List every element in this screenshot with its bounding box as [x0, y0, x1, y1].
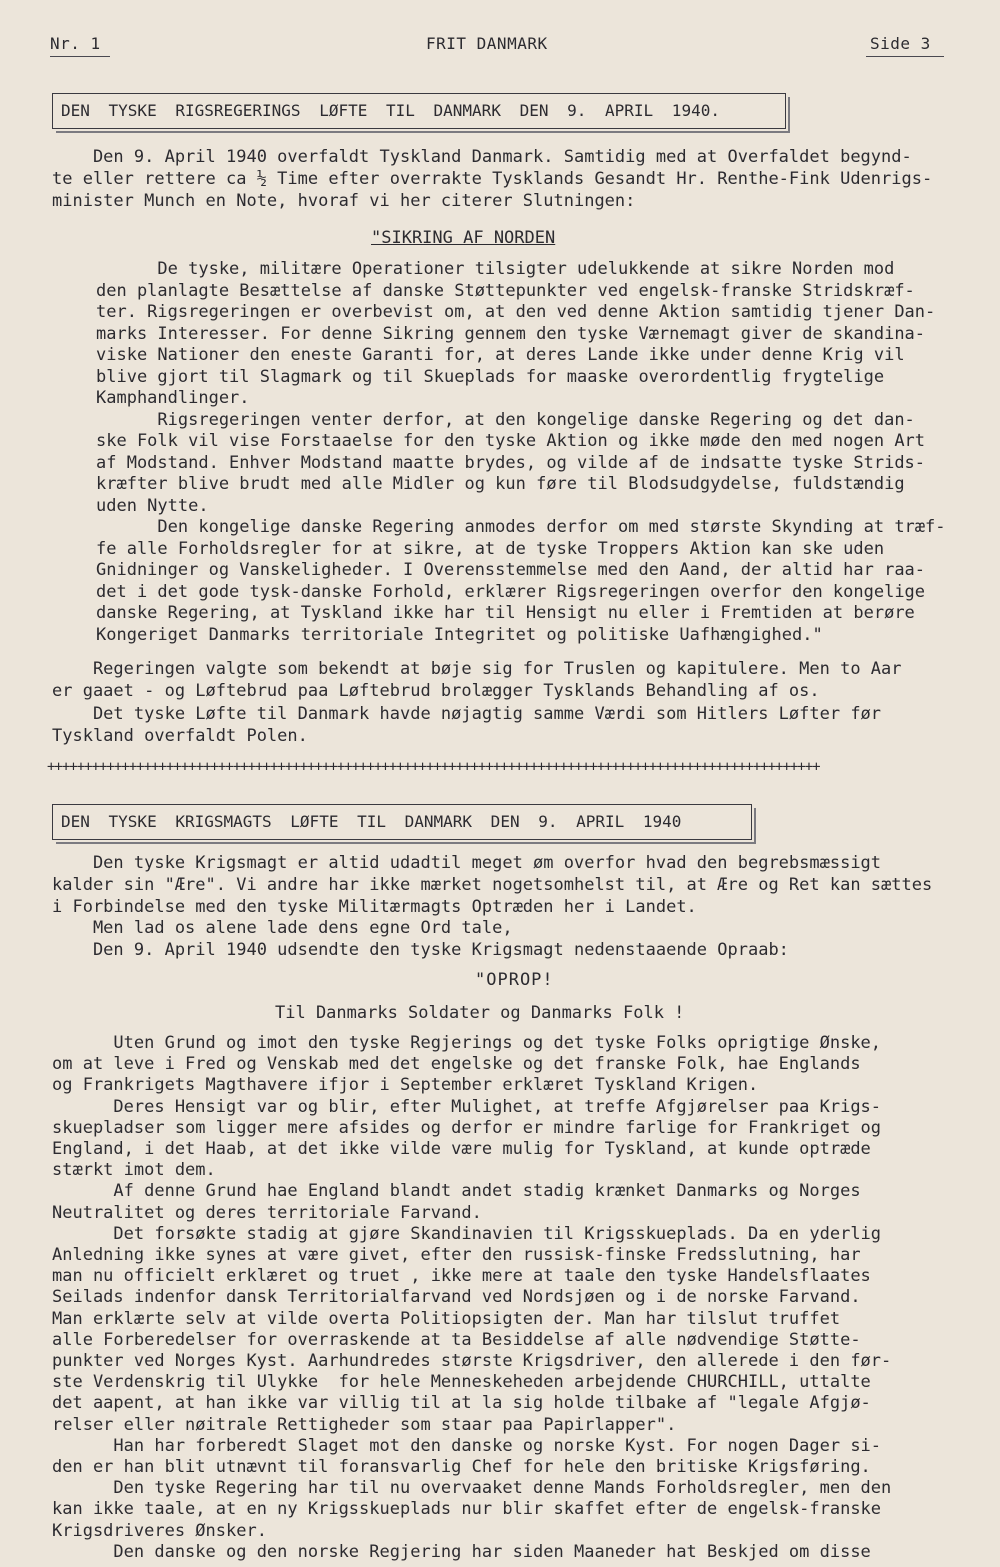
text-line: Man erklærte selv at vilde overta Politiopsigten der. Man har tilslut truffet: [52, 1308, 841, 1329]
text-line: viske Nationer den eneste Garanti for, at deres Lande ikke under denne Krig vil: [96, 345, 905, 365]
text-line: Seilads indenfor dansk Territorialfarvand ved Nordsjøen og i de norske Farvand.: [52, 1287, 861, 1308]
text-line: ter. Rigsregeringen er overbevist om, at den ved denne Aktion samtidig tjener Dan-: [96, 302, 936, 322]
text-line: Regeringen valgte som bekendt at bøje sig for Truslen og kapitulere. Men to Aar: [52, 659, 902, 679]
text-line: Af denne Grund hae England blandt andet stadig krænket Danmarks og Norges: [52, 1181, 861, 1202]
text-line: minister Munch en Note, hvoraf vi her citerer Slutningen:: [52, 191, 636, 211]
text-line: Gnidninger og Vanskeligheder. I Overensstemmelse med den Aand, der altid har raa-: [96, 560, 926, 580]
text-line: Den tyske Krigsmagt er altid udadtil meget øm overfor hvad den begrebsmæssigt: [52, 853, 882, 873]
text-line: te eller rettere ca ½ Time efter overrakte Tysklands Gesandt Hr. Renthe-Fink Udenrigs-: [52, 169, 933, 189]
text-line: Neutralitet og deres territoriale Farvand.: [52, 1202, 482, 1223]
text-line: Det tyske Løfte til Danmark havde nøjagtig samme Værdi som Hitlers Løfter før: [52, 703, 882, 724]
text-line: om at leve i Fred og Venskab med det engelske og det franske Folk, hae Englands: [52, 1054, 861, 1075]
text-line: Den tyske Regering har til nu overvaaket denne Mands Forholdsregler, men den: [52, 1478, 892, 1499]
text-line: blive gjort til Slagmark og til Skueplads for maaske overordentlig frygtelige: [96, 366, 885, 387]
text-line: alle Forberedelser for overraskende at ta Besiddelse af alle nødvendige Støtte-: [52, 1329, 861, 1350]
text-line: Uten Grund og imot den tyske Regjerings og det tyske Folks oprigtige Ønske,: [52, 1033, 882, 1053]
text-line: Den 9. April 1940 overfaldt Tyskland Danmark. Samtidig med at Overfaldet begynd-: [52, 147, 912, 167]
text-line: Rigsregeringen venter derfor, at den kongelige danske Regering og det dan-: [96, 409, 915, 430]
text-line: fe alle Forholdsregler for at sikre, at de tyske Troppers Aktion kan ske uden: [96, 538, 885, 559]
text-line: og Frankrigets Magthavere ifjor i September erklæret Tyskland Krigen.: [52, 1075, 759, 1096]
text-line: Men lad os alene lade dens egne Ord tale,: [52, 918, 513, 939]
oprop-title: "OPROP!: [475, 970, 554, 990]
text-line: Den 9. April 1940 udsendte den tyske Krigsmagt nedenstaaende Opraab:: [52, 940, 789, 961]
text-line: det i det gode tysk-danske Forhold, erklærer Rigsregeringen overfor den kongelige: [96, 581, 926, 602]
text-line: Den danske og den norske Regjering har siden Maaneder hat Beskjed om disse: [52, 1541, 871, 1562]
section1-title-box: [52, 93, 786, 129]
issue-number: Nr. 1: [50, 34, 101, 53]
text-line: er gaaet - og Løftebrud paa Løftebrud brolægger Tysklands Behandling af os.: [52, 681, 820, 702]
text-line: Krigsdriveres Ønsker.: [52, 1520, 267, 1541]
text-line: man nu officielt erklæret og truet , ikke mere at taale den tyske Handelsflaates: [52, 1266, 871, 1287]
text-line: Tyskland overfaldt Polen.: [52, 725, 308, 746]
newspaper-title: FRIT DANMARK: [426, 34, 548, 53]
subheading-sikring: "SIKRING AF NORDEN: [371, 228, 556, 248]
text-line: kan ikke taale, at en ny Krigsskueplads nur blir skaffet efter de engelsk-franske: [52, 1499, 882, 1520]
text-line: punkter ved Norges Kyst. Aarhundredes største Krigsdriver, den allerede i den før-: [52, 1351, 892, 1371]
text-line: Kamphandlinger.: [96, 388, 250, 408]
section2-title: DEN TYSKE KRIGSMAGTS LØFTE TIL DANMARK DEN 9. APRIL 1940: [61, 812, 682, 831]
section1-title: DEN TYSKE RIGSREGERINGS LØFTE TIL DANMARK DEN 9. APRIL 1940.: [61, 101, 720, 120]
text-line: danske Regering, at Tyskland ikke har til Hensigt nu eller i Fremtiden at berøre: [96, 603, 915, 623]
text-line: Det forsøkte stadig at gjøre Skandinavien til Krigsskueplads. Da en yderlig: [52, 1223, 882, 1244]
separator-line: ++++++++++++++++++++++++++++++++++++++++++++++++++++++++++++++++++++++++++++++++++++++++++++++++++++++++: [47, 759, 820, 775]
text-line: marks Interesser. For denne Sikring gennem den tyske Værnemagt giver de skandina-: [96, 323, 926, 344]
text-line: Kongeriget Danmarks territoriale Integritet og politiske Uafhængighed.": [96, 624, 823, 645]
text-line: England, i det Haab, at det ikke vilde være mulig for Tyskland, at kunde optræde: [52, 1139, 871, 1159]
text-line: Anledning ikke synes at være givet, efter den russisk-finske Fredsslutning, har: [52, 1245, 861, 1265]
oprop-subtitle: Til Danmarks Soldater og Danmarks Folk !: [275, 1003, 685, 1023]
text-line: kalder sin "Ære". Vi andre har ikke mærket nogetsomhelst til, at Ære og Ret kan sættes: [52, 874, 933, 895]
text-line: skuepladser som ligger mere afsides og derfor er mindre farlige for Frankriget og: [52, 1117, 882, 1138]
text-line: De tyske, militære Operationer tilsigter udelukkende at sikre Norden mod: [96, 259, 895, 279]
section2-title-box: [52, 804, 752, 840]
text-line: relser eller nøitrale Rettigheder som staar paa Papirlapper".: [52, 1414, 677, 1435]
text-line: stærkt imot dem.: [52, 1160, 216, 1181]
text-line: kræfter blive brudt med alle Midler og kun føre til Blodsudgydelse, fuldstændig: [96, 474, 905, 494]
text-line: det aapent, at han ikke var villig til at la sig holde tilbake af "legale Afgjø-: [52, 1393, 871, 1414]
text-line: den er han blit utnævnt til foransvarlig Chef for hele den britiske Krigsføring.: [52, 1457, 871, 1477]
page-number: Side 3: [870, 34, 931, 53]
text-line: Den kongelige danske Regering anmodes derfor om med største Skynding at træf-: [96, 517, 946, 537]
header-rule-left: [50, 56, 110, 57]
text-line: ste Verdenskrig til Ulykke for hele Menneskeheden arbejdende CHURCHILL, uttalte: [52, 1372, 871, 1393]
text-line: den planlagte Besættelse af danske Støttepunkter ved engelsk-franske Stridskræf-: [96, 280, 915, 301]
text-line: i Forbindelse med den tyske Militærmagts Optræden her i Landet.: [52, 896, 697, 917]
text-line: af Modstand. Enhver Modstand maatte brydes, og vilde af de indsatte tyske Strids-: [96, 452, 926, 473]
text-line: uden Nytte.: [96, 495, 209, 516]
header-rule-right: [866, 56, 944, 57]
text-line: Deres Hensigt var og blir, efter Mulighet, at treffe Afgjørelser paa Krigs-: [52, 1096, 882, 1117]
text-line: Han har forberedt Slaget mot den danske og norske Kyst. For nogen Dager si-: [52, 1435, 882, 1456]
text-line: ske Folk vil vise Forstaaelse for den tyske Aktion og ikke møde den med nogen Art: [96, 431, 926, 451]
